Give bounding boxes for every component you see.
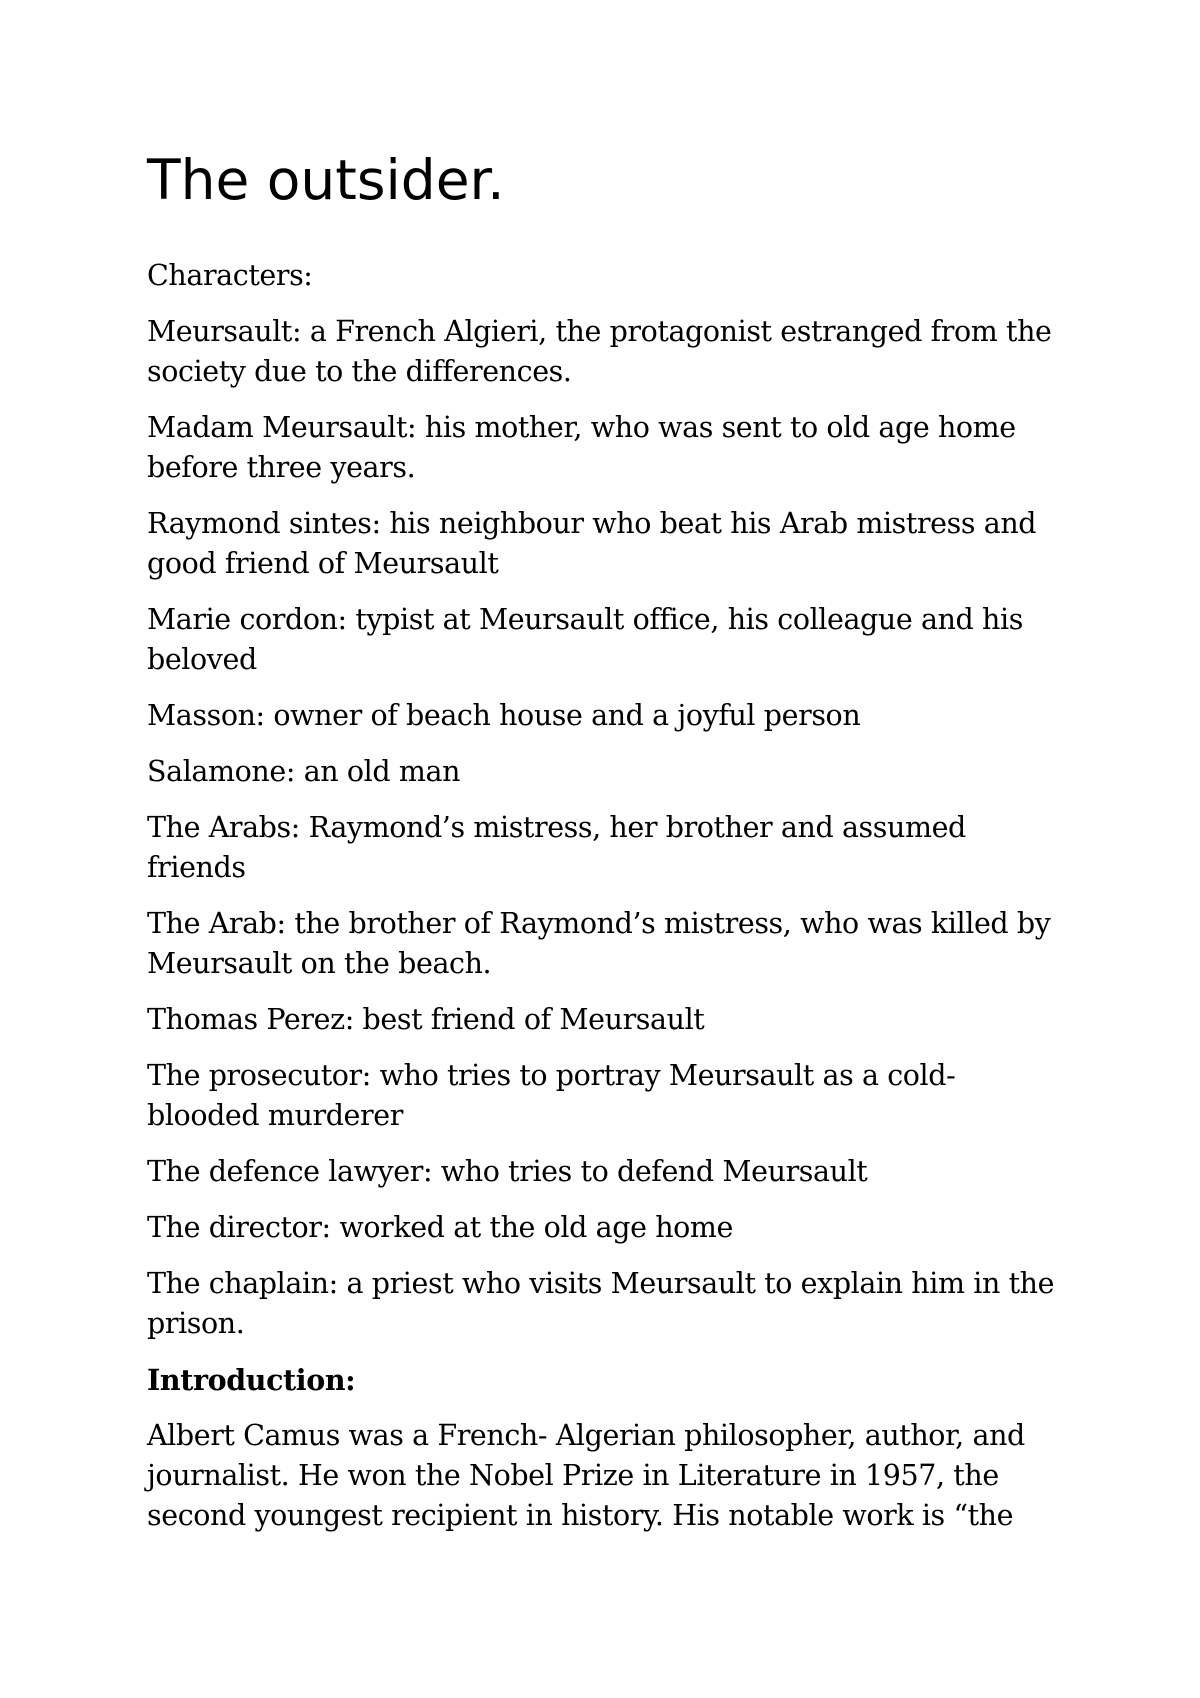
document-title: The outsider. [147,148,505,212]
character-entry: Masson: owner of beach house and a joyful person [147,699,861,732]
introduction-heading: Introduction: [147,1363,356,1397]
characters-label: Characters: [147,259,313,292]
character-entry: Salamone: an old man [147,755,461,788]
document-body [147,142,1067,1552]
character-entry: The Arab: the brother of Raymond’s mistress, who was killed by Meursault on the beach. [147,907,1051,980]
character-entry: Madam Meursault: his mother, who was sent to old age home before three years. [147,411,1016,484]
character-entry: The prosecutor: who tries to portray Meursault as a cold-blooded murderer [147,1059,956,1132]
character-entry: The chaplain: a priest who visits Meursault to explain him in the prison. [147,1267,1055,1340]
character-entry: The defence lawyer: who tries to defend Meursault [147,1155,868,1188]
introduction-paragraph: Albert Camus was a French- Algerian philosopher, author, and journalist. He won the Nobel Prize in Literature in 1957, the second youngest recipient in history. His notable work is “the [147,1419,1025,1532]
character-entry: Thomas Perez: best friend of Meursault [147,1003,705,1036]
character-entry: Marie cordon: typist at Meursault office, his colleague and his beloved [147,603,1023,676]
character-entry: The Arabs: Raymond’s mistress, her brother and assumed friends [147,811,966,884]
character-entry: Meursault: a French Algieri, the protagonist estranged from the society due to the differences. [147,315,1052,388]
character-entry: Raymond sintes: his neighbour who beat his Arab mistress and good friend of Meursault [147,507,1037,580]
character-entry: The director: worked at the old age home [147,1211,733,1244]
